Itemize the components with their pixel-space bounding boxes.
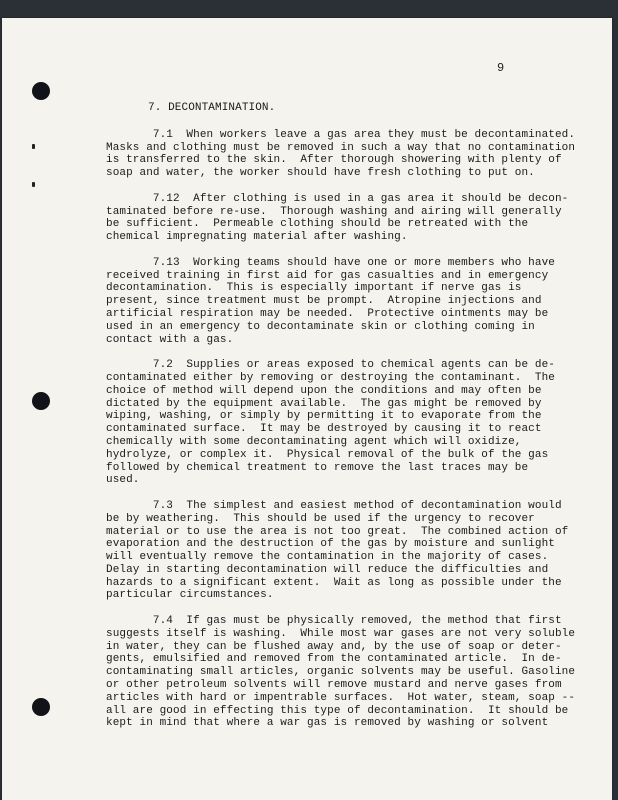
margin-mark [32, 144, 35, 149]
paragraph [106, 256, 555, 347]
section-heading: 7. DECONTAMINATION. [148, 102, 276, 114]
paragraph [106, 359, 555, 487]
paragraphs [106, 128, 576, 730]
text-line: soap and water, the worker should have fresh clothing to put on. [106, 167, 535, 180]
text-line: taminated before re-use. Thorough washing and airing will generally [106, 205, 562, 218]
text-line: received training in first aid for gas casualties and in emergency [106, 269, 549, 282]
paragraph [106, 192, 569, 244]
paragraph [106, 615, 576, 730]
text-line: used. [106, 474, 140, 487]
text-line: decontamination. This is especially important if nerve gas is [106, 282, 522, 295]
text-line: in water, they can be flushed away and, by the use of soap or deter- [106, 640, 562, 653]
text-line: articles with hard or impentrable surfaces. Hot water, steam, soap -- [106, 691, 576, 704]
text-line: be sufficient. Permeable clothing should be retreated with the [106, 218, 529, 231]
paragraph [106, 128, 576, 180]
body-text [106, 102, 576, 743]
text-line: contact with a gas. [106, 333, 234, 346]
text-line: 7.2 Supplies or areas exposed to chemical agents can be de- [106, 359, 555, 372]
text-line: kept in mind that where a war gas is removed by washing or solvent [106, 717, 549, 730]
text-line: chemical impregnating material after washing. [106, 231, 408, 244]
text-line: used in an emergency to decontaminate skin or clothing coming in [106, 320, 535, 333]
binder-hole-middle [32, 392, 50, 410]
text-line: 7.12 After clothing is used in a gas area it should be decon- [106, 192, 569, 205]
text-line: gents, emulsified and removed from the contaminated article. In de- [106, 653, 562, 666]
text-line: present, since treatment must be prompt. Atropine injections and [106, 295, 542, 308]
text-line: dictated by the equipment available. The gas might be removed by [106, 397, 542, 410]
text-line: evaporation and the destruction of the gas by moisture and sunlight [106, 538, 555, 551]
text-line: hazards to a significant extent. Wait as long as possible under the [106, 576, 562, 589]
document-page [2, 18, 612, 800]
text-line: hydrolyze, or complex it. Physical removal of the bulk of the gas [106, 448, 549, 461]
text-line: followed by chemical treatment to remove the last traces may be [106, 461, 529, 474]
text-line: is transferred to the skin. After thorough showering with plenty of [106, 154, 562, 167]
text-line: contaminated either by removing or destroying the contaminant. The [106, 371, 555, 384]
paragraph [106, 499, 569, 602]
text-line: will eventually remove the contamination in the majority of cases. [106, 551, 549, 564]
text-line: Masks and clothing must be removed in such a way that no contamination [106, 141, 576, 154]
binder-hole-top [32, 82, 50, 100]
text-line: 7.1 When workers leave a gas area they must be decontaminated. [106, 128, 576, 141]
binder-hole-bottom [32, 698, 50, 716]
text-line: 7.4 If gas must be physically removed, the method that first [106, 615, 562, 628]
text-line: choice of method will depend upon the conditions and may often be [106, 384, 542, 397]
text-line: particular circumstances. [106, 589, 274, 602]
text-line: or other petroleum solvents will remove mustard and nerve gases from [106, 679, 562, 692]
text-line: material or to use the area is not too great. The combined action of [106, 525, 569, 538]
page-number: 9 [497, 61, 505, 75]
text-line: Delay in starting decontamination will reduce the difficulties and [106, 563, 549, 576]
text-line: wiping, washing, or simply by permitting it to evaporate from the [106, 410, 542, 423]
text-line: be by weathering. This should be used if the urgency to recover [106, 512, 535, 525]
margin-mark [32, 182, 35, 187]
text-line: artificial respiration may be needed. Protective ointments may be [106, 307, 549, 320]
text-line: all are good in effecting this type of decontamination. It should be [106, 704, 569, 717]
text-line: contaminating small articles, organic solvents may be useful. Gasoline [106, 666, 576, 679]
text-line: contaminated surface. It may be destroyed by causing it to react [106, 423, 542, 436]
text-line: suggests itself is washing. While most war gases are not very soluble [106, 627, 576, 640]
text-line: 7.13 Working teams should have one or more members who have [106, 256, 555, 269]
text-line: 7.3 The simplest and easiest method of decontamination would [106, 499, 562, 512]
text-line: chemically with some decontaminating agent which will oxidize, [106, 435, 522, 448]
